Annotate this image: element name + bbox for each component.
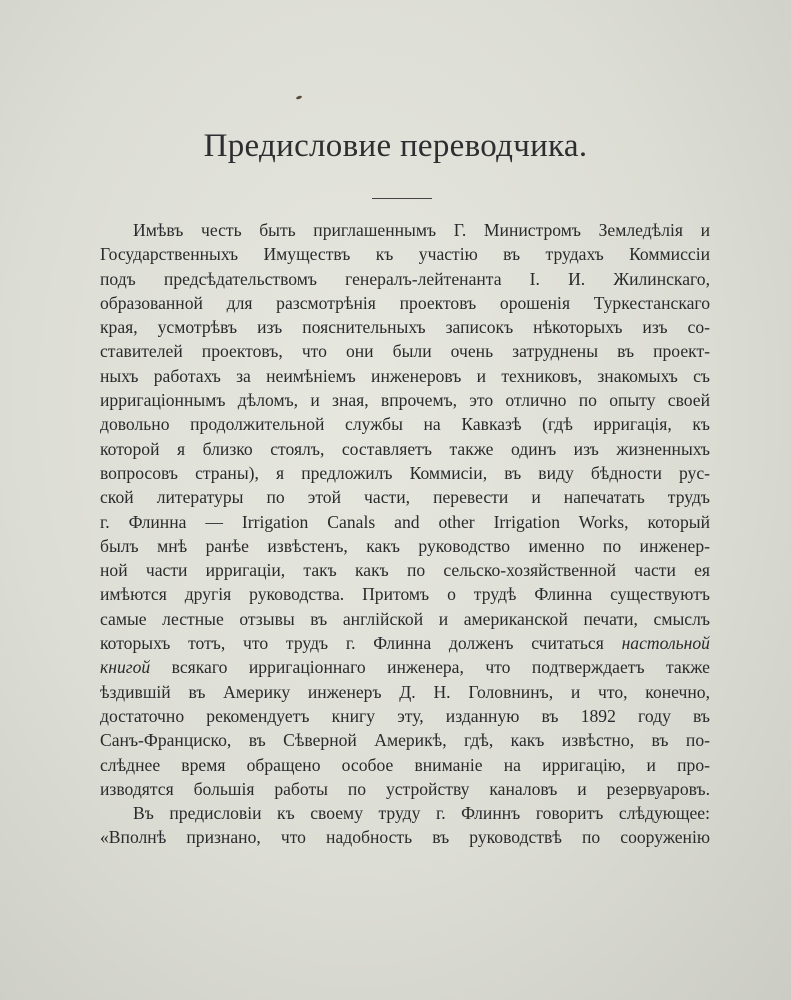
title-divider: [372, 198, 432, 199]
text-line: «Вполнѣ признано, что надобность въ руководствѣ по сооруженію: [100, 827, 710, 848]
text-line: края, усмотрѣвъ изъ пояснительныхъ записокъ нѣкоторыхъ изъ со-: [100, 317, 710, 338]
text-line: изводятся большія работы по устройству каналовъ и резервуаровъ.: [100, 778, 710, 799]
text-segment: которыхъ тотъ, что трудъ г. Флинна долженъ считаться: [100, 633, 604, 654]
text-line: Государственныхъ Имуществъ къ участію въ трудахъ Коммиссіи: [100, 244, 710, 265]
paper-speck: [296, 95, 303, 100]
text-line: Санъ-Франциско, въ Сѣверной Америкѣ, гдѣ, какъ извѣстно, въ по-: [100, 730, 710, 751]
text-line: образованной для разсмотрѣнія проектовъ орошенія Туркестанскаго: [100, 292, 710, 313]
text-segment: всякаго ирригаціоннаго инженера, что подтверждаетъ также: [171, 657, 710, 678]
text-line: ской литературы по этой части, перевести и напечатать трудъ: [100, 487, 710, 508]
text-line: ной части ирригаціи, такъ какъ по сельско-хозяйственной части ея: [100, 560, 710, 581]
text-line: которой я близко стоялъ, составляетъ также одинъ изъ жизненныхъ: [100, 438, 710, 459]
text-line: ѣздившій въ Америку инженеръ Д. Н. Головнинъ, и что, конечно,: [100, 681, 710, 702]
text-line: самые лестные отзывы въ англійской и американской печати, смыслъ: [100, 608, 710, 629]
text-line: достаточно рекомендуетъ книгу эту, изданную въ 1892 году въ: [100, 705, 710, 726]
page-title: Предисловие переводчика.: [203, 128, 588, 164]
body-text: [100, 218, 710, 850]
text-line: ставителей проектовъ, что они были очень затруднены въ проект-: [100, 341, 710, 362]
italic-term: книгой: [100, 657, 151, 678]
text-line: былъ мнѣ ранѣе извѣстенъ, какъ руководство именно по инженер-: [100, 535, 710, 556]
italic-term: настольной: [621, 633, 710, 654]
text-line: Въ предисловіи къ своему труду г. Флиннъ говоритъ слѣдующее:: [133, 803, 710, 824]
text-line: слѣднее время обращено особое вниманіе на ирригацію, и про-: [100, 754, 710, 775]
text-line: довольно продолжительной службы на Кавказѣ (гдѣ ирригація, къ: [100, 414, 710, 435]
text-line-with-italic: [100, 631, 710, 655]
text-line: подъ предсѣдательствомъ генералъ-лейтенанта І. И. Жилинскаго,: [100, 268, 710, 289]
text-line: г. Флинна — Irrigation Canals and other Irrigation Works, который: [100, 511, 710, 532]
text-line: имѣются другія руководства. Притомъ о трудѣ Флинна существуютъ: [100, 584, 710, 605]
text-line: ирригаціоннымъ дѣломъ, и зная, впрочемъ, это отлично по опыту своей: [100, 390, 710, 411]
text-line: вопросовъ страны), я предложилъ Коммисіи, въ виду бѣдности рус-: [100, 462, 710, 483]
text-line-with-italic: [100, 655, 710, 679]
text-line: ныхъ работахъ за неимѣніемъ инженеровъ и техниковъ, знакомыхъ съ: [100, 365, 710, 386]
text-line: Имѣвъ честь быть приглашеннымъ Г. Министромъ Земледѣлія и: [133, 220, 710, 240]
